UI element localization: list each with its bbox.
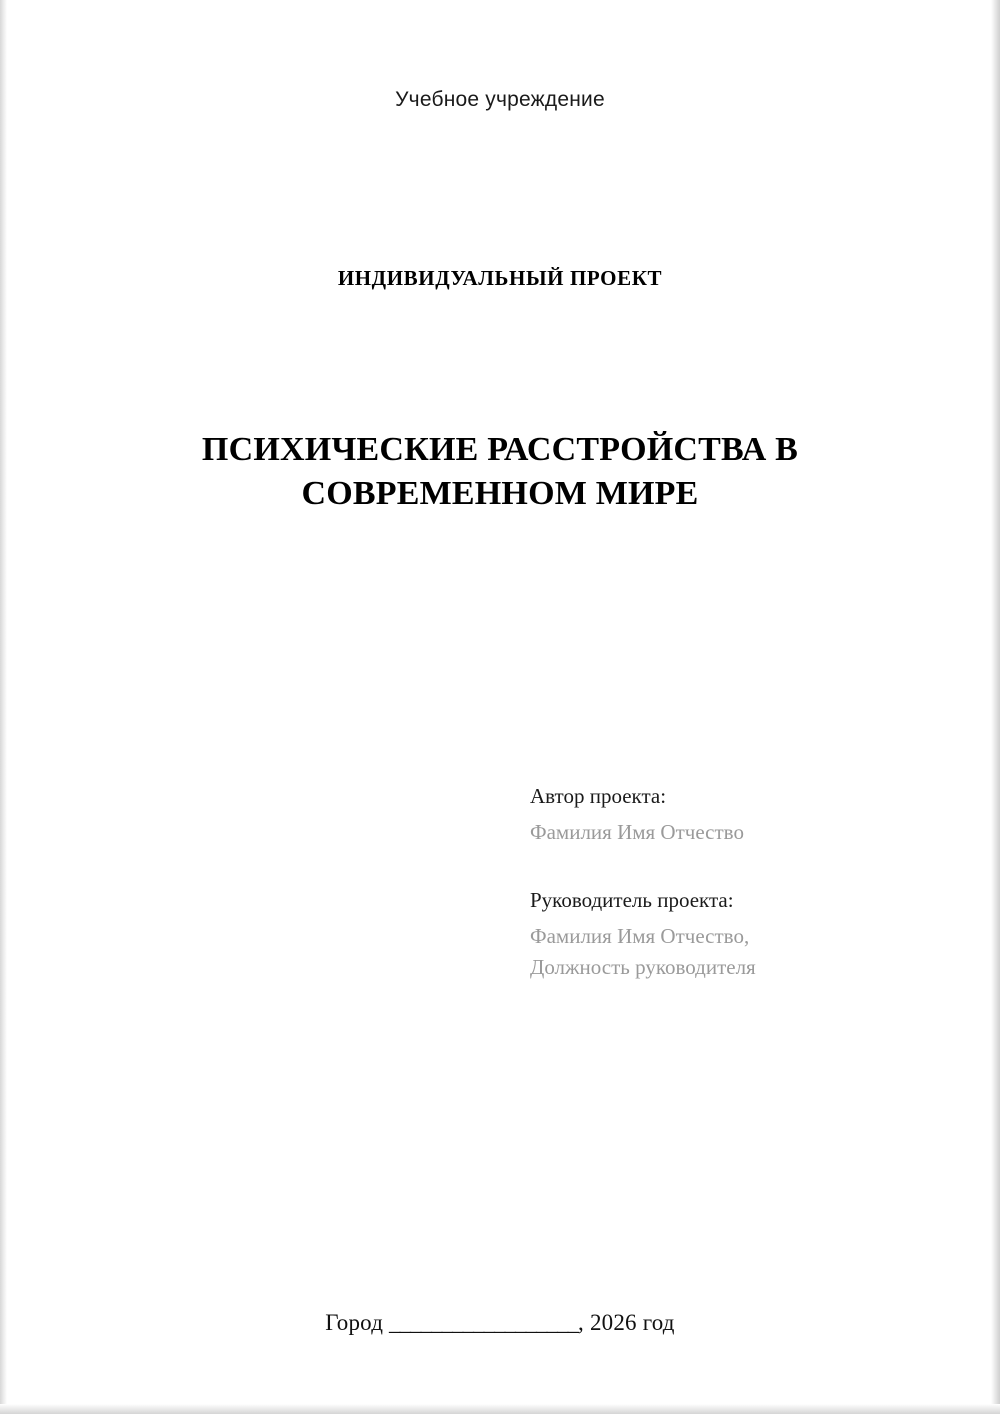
author-group [530, 782, 950, 848]
footer-city-blank: __________________ [389, 1310, 579, 1335]
institution-name: Учебное учреждение [395, 88, 605, 111]
supervisor-value-line-1: Фамилия Имя Отчество, [530, 924, 750, 949]
author-value: Фамилия Имя Отчество [530, 820, 744, 845]
project-kind-heading: ИНДИВИДУАЛЬНЫЙ ПРОЕКТ [337, 266, 663, 290]
supervisor-group [530, 886, 950, 982]
footer-year: , 2026 год [578, 1310, 675, 1335]
supervisor-label: Руководитель проекта: [530, 887, 734, 912]
page-title: ПСИХИЧЕСКИЕ РАССТРОЙСТВА В СОВРЕМЕННОМ МИРЕ [201, 431, 799, 512]
supervisor-value-line-2: Должность руководителя [530, 954, 756, 979]
footer-city-year [0, 1310, 1000, 1336]
authorship-block [530, 782, 950, 982]
footer-city-label: Город [325, 1310, 390, 1335]
author-label: Автор проекта: [530, 784, 667, 808]
